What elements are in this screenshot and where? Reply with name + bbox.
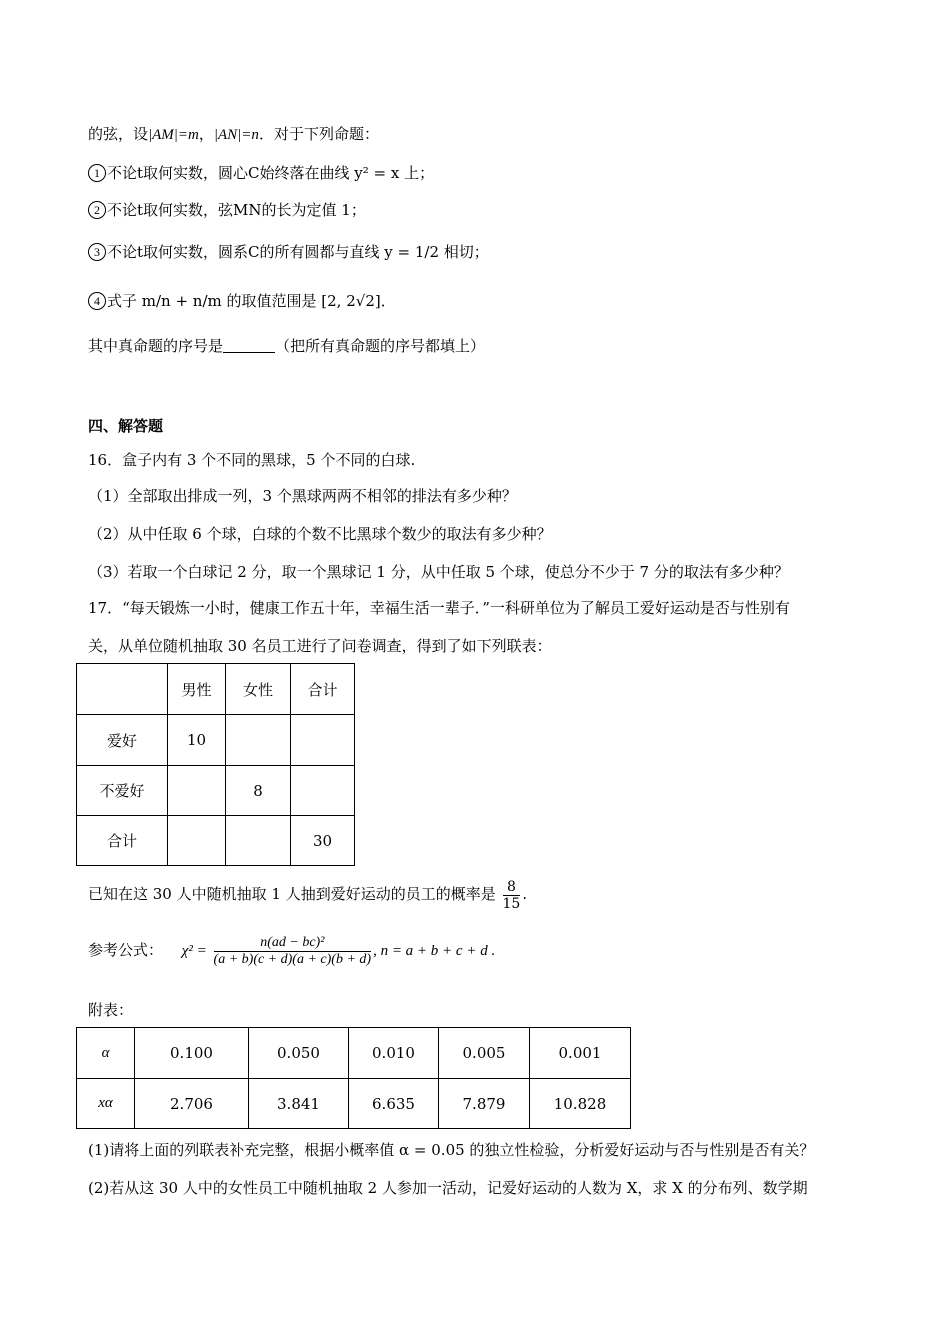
- p17-question-1: (1)请将上面的列联表补充完整，根据小概率值 α = 0.05 的独立性检验，分析爱好运动与否与性别是否有关？: [88, 1141, 815, 1159]
- x-value-cell: 3.841: [249, 1079, 349, 1129]
- contingency-cell: [291, 715, 355, 766]
- contingency-cell: [226, 715, 291, 766]
- alpha-value-cell: 0.100: [135, 1028, 249, 1079]
- p15-intro: 的弦，设|AM|=m，|AN|=n．对于下列命题：: [88, 125, 379, 143]
- circled-number-3: 3: [88, 243, 106, 261]
- contingency-cell: 不爱好: [77, 766, 168, 816]
- p17-stem-2: 关，从单位随机抽取 30 名员工进行了问卷调查，得到了如下列联表：: [88, 637, 552, 655]
- p16-stem: 16．盒子内有 3 个不同的黑球，5 个不同的白球.: [88, 451, 416, 469]
- x-value-cell: 10.828: [530, 1079, 631, 1129]
- circled-number-2: 2: [88, 201, 106, 219]
- appendix-table: [76, 1027, 631, 1129]
- p17-formula: 参考公式： χ² = $\frac{\text{n(ad − bc)²}}{(a + b)(c + d)(a + c)(b + d)}$ , n = a + b + c + d .: [88, 934, 496, 967]
- x-value-cell: 2.706: [135, 1079, 249, 1129]
- alpha-label-cell: α: [77, 1028, 135, 1079]
- circled-number-4: 4: [88, 292, 106, 310]
- appendix-label: 附表：: [88, 1001, 134, 1019]
- an-expression: |AN|=n: [213, 127, 259, 143]
- probability-fraction: $\frac{8}{15}$: [502, 878, 521, 912]
- x-value-cell: 6.635: [349, 1079, 439, 1129]
- chi-square-lhs: χ² =: [181, 943, 207, 959]
- p15-question: 其中真命题的序号是 （把所有真命题的序号都填上）: [88, 337, 486, 355]
- x-value-cell: 7.879: [439, 1079, 530, 1129]
- contingency-header-cell: 男性: [168, 664, 226, 715]
- contingency-cell: [226, 816, 291, 866]
- alpha-value-cell: 0.050: [249, 1028, 349, 1079]
- p15-item-4: 4 式子 m/n + n/m 的取值范围是 [2, 2√2]．: [88, 291, 396, 311]
- contingency-header-cell: 女性: [226, 664, 291, 715]
- circled-number-1: 1: [88, 164, 106, 182]
- contingency-cell: [168, 766, 226, 816]
- alpha-value-cell: 0.005: [439, 1028, 530, 1079]
- contingency-header-cell: [77, 664, 168, 715]
- p15-item-2: 2 不论t取何实数，弦MN的长为定值 1；: [88, 200, 366, 220]
- p15-item-1: 1 不论t取何实数，圆心C始终落在曲线 y² = x 上；: [88, 163, 434, 183]
- alpha-value-cell: 0.010: [349, 1028, 439, 1079]
- contingency-cell: [291, 766, 355, 816]
- contingency-cell: 8: [226, 766, 291, 816]
- am-expression: |AM|=m: [148, 127, 199, 143]
- contingency-cell: 爱好: [77, 715, 168, 766]
- section-heading: 四、解答题: [88, 417, 164, 435]
- answer-blank[interactable]: [223, 338, 275, 353]
- contingency-header-cell: 合计: [291, 664, 355, 715]
- contingency-cell: 10: [168, 715, 226, 766]
- p17-stem-1: 17．“每天锻炼一小时，健康工作五十年，幸福生活一辈子．”一科研单位为了解员工爱好运动是否与性别有: [88, 599, 790, 617]
- p16-part-3: （3）若取一个白球记 2 分，取一个黑球记 1 分，从中任取 5 个球，使总分不少于 7 分的取法有多少种？: [88, 563, 789, 581]
- contingency-cell: 30: [291, 816, 355, 866]
- contingency-table: [76, 663, 355, 866]
- alpha-value-cell: 0.001: [530, 1028, 631, 1079]
- contingency-cell: [168, 816, 226, 866]
- p15-item-3: 3 不论t取何实数，圆系C的所有圆都与直线 y = 1/2 相切；: [88, 242, 489, 262]
- p16-part-1: （1）全部取出排成一列，3 个黑球两两不相邻的排法有多少种？: [88, 487, 517, 505]
- x-label-cell: xα: [77, 1079, 135, 1129]
- p17-question-2: (2)若从这 30 人中的女性员工中随机抽取 2 人参加一活动，记爱好运动的人数为 X，求 X 的分布列、数学期: [88, 1179, 808, 1197]
- chi-square-fraction: $\frac{\text{n(ad − bc)²}}{(a + b)(c + d)(a + c)(b + d)}$: [213, 934, 372, 967]
- p17-probability: 已知在这 30 人中随机抽取 1 人抽到爱好运动的员工的概率是 $\frac{8}{15}$ .: [88, 878, 528, 912]
- p16-part-2: （2）从中任取 6 个球，白球的个数不比黑球个数少的取法有多少种？: [88, 525, 552, 543]
- contingency-cell: 合计: [77, 816, 168, 866]
